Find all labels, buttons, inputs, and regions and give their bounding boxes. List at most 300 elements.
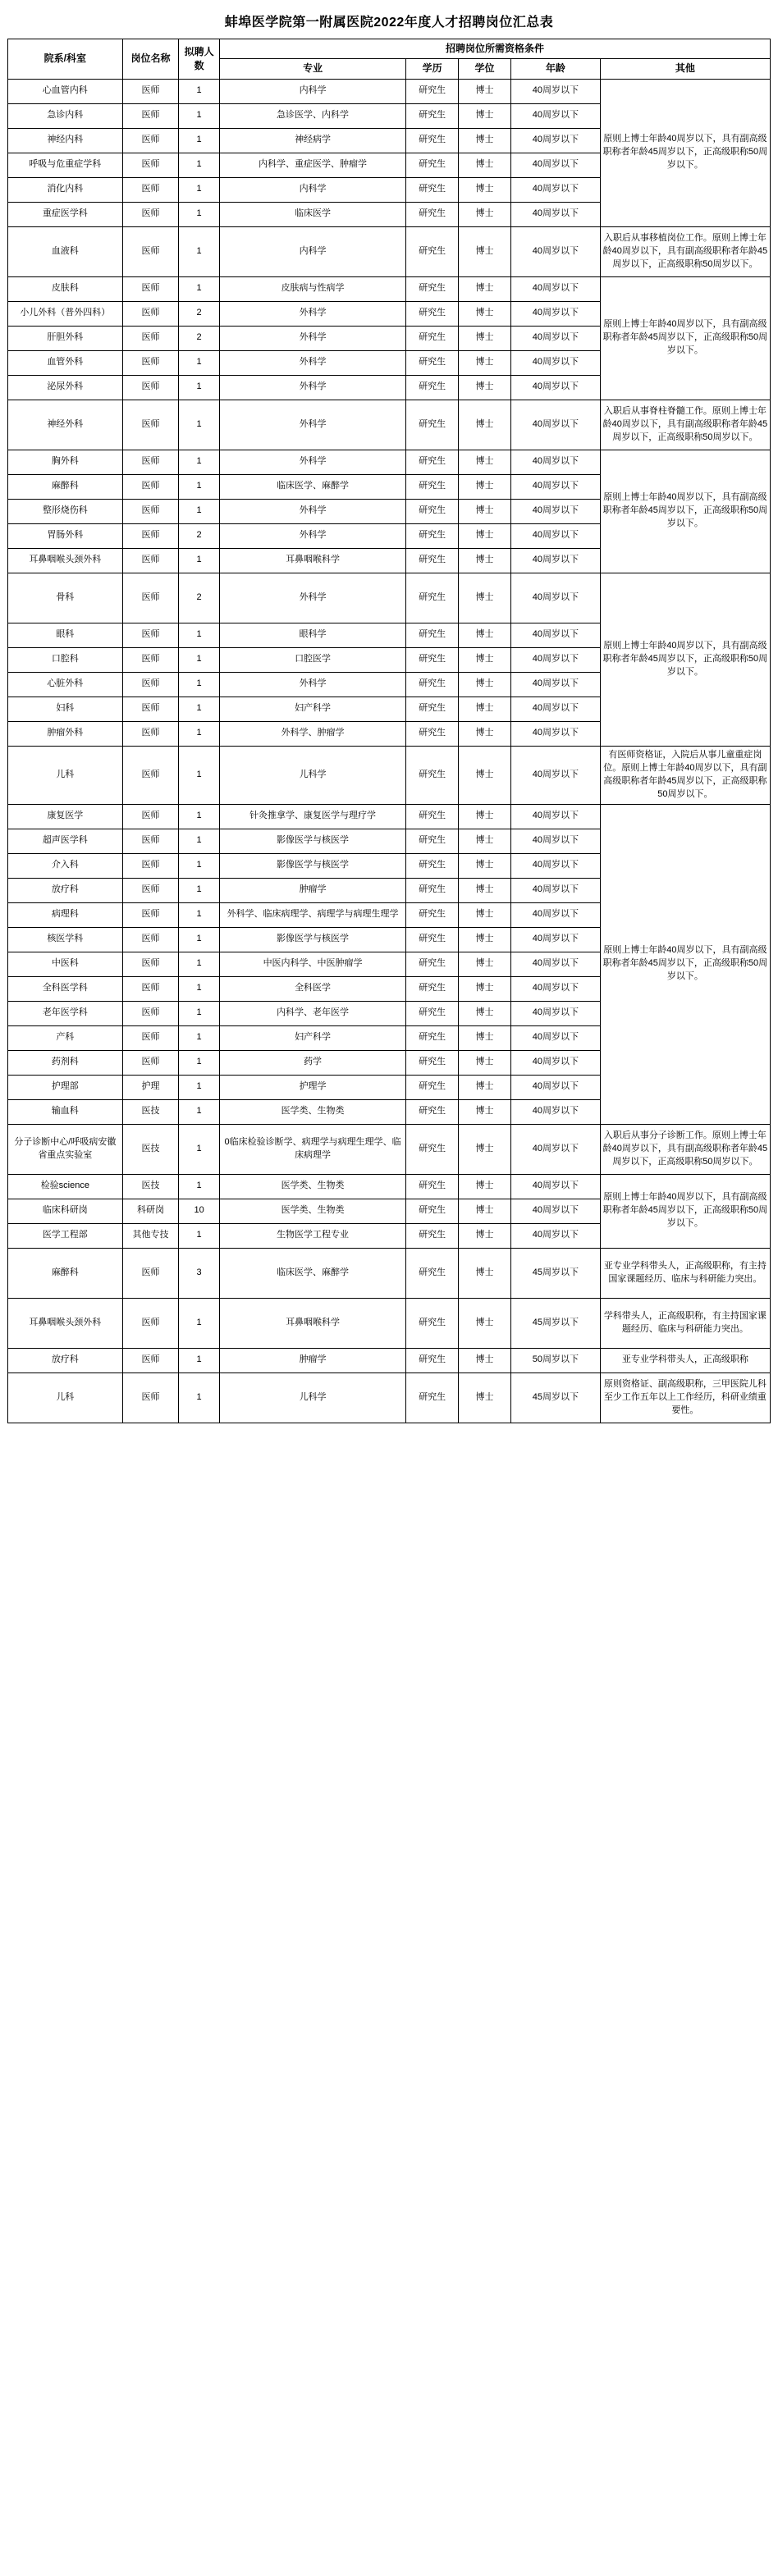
cell-degree: 博士 xyxy=(459,672,511,697)
cell-edu: 研究生 xyxy=(406,1001,459,1025)
cell-dept: 放疗科 xyxy=(8,878,123,902)
cell-other: 亚专业学科带头人，正高级职称，有主持国家课题经历、临床与科研能力突出。 xyxy=(600,1248,770,1298)
cell-age: 40周岁以下 xyxy=(510,548,600,573)
cell-major: 临床医学、麻醉学 xyxy=(219,474,405,499)
cell-major: 外科学 xyxy=(219,375,405,400)
cell-edu: 研究生 xyxy=(406,1050,459,1075)
cell-dept: 妇科 xyxy=(8,697,123,721)
cell-age: 40周岁以下 xyxy=(510,1001,600,1025)
cell-major: 临床医学、麻醉学 xyxy=(219,1248,405,1298)
cell-major: 全科医学 xyxy=(219,976,405,1001)
cell-post: 医师 xyxy=(122,499,179,523)
cell-dept: 儿科 xyxy=(8,1372,123,1423)
cell-age: 40周岁以下 xyxy=(510,697,600,721)
cell-num: 1 xyxy=(179,276,220,301)
cell-major: 耳鼻咽喉科学 xyxy=(219,1298,405,1348)
cell-age: 40周岁以下 xyxy=(510,523,600,548)
cell-degree: 博士 xyxy=(459,927,511,952)
cell-dept: 呼吸与危重症学科 xyxy=(8,153,123,177)
cell-dept: 胸外科 xyxy=(8,450,123,474)
cell-major: 内科学、老年医学 xyxy=(219,1001,405,1025)
cell-num: 1 xyxy=(179,400,220,450)
cell-dept: 检验science xyxy=(8,1174,123,1199)
col-major: 专业 xyxy=(219,59,405,79)
cell-edu: 研究生 xyxy=(406,878,459,902)
table-row xyxy=(8,804,771,829)
cell-dept: 超声医学科 xyxy=(8,829,123,853)
cell-age: 40周岁以下 xyxy=(510,1075,600,1099)
cell-edu: 研究生 xyxy=(406,1372,459,1423)
cell-degree: 博士 xyxy=(459,1298,511,1348)
cell-age: 40周岁以下 xyxy=(510,573,600,623)
cell-num: 2 xyxy=(179,301,220,326)
cell-num: 1 xyxy=(179,804,220,829)
cell-major: 急诊医学、内科学 xyxy=(219,103,405,128)
cell-degree: 博士 xyxy=(459,1124,511,1174)
cell-degree: 博士 xyxy=(459,1199,511,1223)
cell-dept: 护理部 xyxy=(8,1075,123,1099)
col-degree: 学位 xyxy=(459,59,511,79)
cell-dept: 医学工程部 xyxy=(8,1223,123,1248)
cell-dept: 中医科 xyxy=(8,952,123,976)
cell-dept: 泌尿外科 xyxy=(8,375,123,400)
cell-dept: 重症医学科 xyxy=(8,202,123,226)
cell-dept: 消化内科 xyxy=(8,177,123,202)
cell-edu: 研究生 xyxy=(406,301,459,326)
cell-age: 40周岁以下 xyxy=(510,878,600,902)
cell-edu: 研究生 xyxy=(406,474,459,499)
cell-major: 医学类、生物类 xyxy=(219,1199,405,1223)
cell-age: 40周岁以下 xyxy=(510,721,600,746)
cell-post: 医师 xyxy=(122,1025,179,1050)
cell-age: 40周岁以下 xyxy=(510,623,600,647)
cell-major: 耳鼻咽喉科学 xyxy=(219,548,405,573)
cell-post: 医师 xyxy=(122,474,179,499)
table-row xyxy=(8,1298,771,1348)
cell-post: 医师 xyxy=(122,853,179,878)
cell-num: 1 xyxy=(179,177,220,202)
cell-num: 1 xyxy=(179,853,220,878)
col-other: 其他 xyxy=(600,59,770,79)
cell-age: 40周岁以下 xyxy=(510,326,600,350)
cell-degree: 博士 xyxy=(459,153,511,177)
cell-num: 1 xyxy=(179,746,220,804)
cell-degree: 博士 xyxy=(459,276,511,301)
cell-edu: 研究生 xyxy=(406,523,459,548)
cell-major: 影像医学与核医学 xyxy=(219,853,405,878)
cell-age: 40周岁以下 xyxy=(510,1099,600,1124)
cell-age: 40周岁以下 xyxy=(510,350,600,375)
cell-age: 40周岁以下 xyxy=(510,1174,600,1199)
cell-edu: 研究生 xyxy=(406,202,459,226)
cell-degree: 博士 xyxy=(459,202,511,226)
cell-age: 40周岁以下 xyxy=(510,103,600,128)
cell-edu: 研究生 xyxy=(406,226,459,276)
cell-dept: 血液科 xyxy=(8,226,123,276)
cell-age: 40周岁以下 xyxy=(510,1050,600,1075)
cell-degree: 博士 xyxy=(459,326,511,350)
cell-edu: 研究生 xyxy=(406,647,459,672)
cell-major: 神经病学 xyxy=(219,128,405,153)
cell-num: 1 xyxy=(179,375,220,400)
cell-other: 原则上博士年龄40周岁以下，具有副高级职称者年龄45周岁以下，正高级职称50周岁以下。 xyxy=(600,276,770,400)
cell-num: 1 xyxy=(179,548,220,573)
cell-major: 妇产科学 xyxy=(219,1025,405,1050)
cell-edu: 研究生 xyxy=(406,1075,459,1099)
cell-degree: 博士 xyxy=(459,128,511,153)
cell-degree: 博士 xyxy=(459,1348,511,1372)
cell-num: 1 xyxy=(179,697,220,721)
cell-post: 医师 xyxy=(122,326,179,350)
cell-age: 40周岁以下 xyxy=(510,976,600,1001)
cell-degree: 博士 xyxy=(459,1075,511,1099)
col-requirements: 招聘岗位所需资格条件 xyxy=(219,39,770,59)
cell-dept: 肿瘤外科 xyxy=(8,721,123,746)
col-num: 拟聘人数 xyxy=(179,39,220,80)
cell-degree: 博士 xyxy=(459,804,511,829)
cell-major: 口腔医学 xyxy=(219,647,405,672)
cell-age: 40周岁以下 xyxy=(510,499,600,523)
cell-post: 医师 xyxy=(122,829,179,853)
cell-major: 外科学 xyxy=(219,672,405,697)
cell-edu: 研究生 xyxy=(406,103,459,128)
cell-num: 1 xyxy=(179,1223,220,1248)
cell-num: 2 xyxy=(179,573,220,623)
cell-post: 医师 xyxy=(122,721,179,746)
cell-dept: 皮肤科 xyxy=(8,276,123,301)
cell-num: 1 xyxy=(179,450,220,474)
cell-num: 1 xyxy=(179,1372,220,1423)
cell-dept: 病理科 xyxy=(8,902,123,927)
cell-degree: 博士 xyxy=(459,853,511,878)
cell-dept: 老年医学科 xyxy=(8,1001,123,1025)
cell-major: 外科学 xyxy=(219,400,405,450)
cell-edu: 研究生 xyxy=(406,672,459,697)
cell-post: 医师 xyxy=(122,952,179,976)
cell-age: 40周岁以下 xyxy=(510,400,600,450)
cell-num: 2 xyxy=(179,326,220,350)
table-row xyxy=(8,1248,771,1298)
cell-post: 医师 xyxy=(122,276,179,301)
cell-edu: 研究生 xyxy=(406,1298,459,1348)
cell-post: 医师 xyxy=(122,202,179,226)
cell-edu: 研究生 xyxy=(406,1025,459,1050)
cell-num: 1 xyxy=(179,1050,220,1075)
cell-dept: 产科 xyxy=(8,1025,123,1050)
cell-other: 原则上博士年龄40周岁以下，具有副高级职称者年龄45周岁以下，正高级职称50周岁以下。 xyxy=(600,79,770,226)
cell-other: 入职后从事分子诊断工作。原则上博士年龄40周岁以下，具有副高级职称者年龄45周岁以下，正高级职称50周岁以下。 xyxy=(600,1124,770,1174)
cell-post: 医师 xyxy=(122,746,179,804)
cell-dept: 核医学科 xyxy=(8,927,123,952)
table-row xyxy=(8,79,771,103)
cell-degree: 博士 xyxy=(459,623,511,647)
cell-age: 40周岁以下 xyxy=(510,927,600,952)
cell-major: 皮肤病与性病学 xyxy=(219,276,405,301)
cell-num: 1 xyxy=(179,128,220,153)
cell-num: 2 xyxy=(179,523,220,548)
cell-post: 医师 xyxy=(122,804,179,829)
cell-edu: 研究生 xyxy=(406,976,459,1001)
cell-edu: 研究生 xyxy=(406,1348,459,1372)
cell-post: 医技 xyxy=(122,1174,179,1199)
cell-post: 医师 xyxy=(122,177,179,202)
cell-post: 医师 xyxy=(122,350,179,375)
cell-num: 1 xyxy=(179,1025,220,1050)
recruitment-table xyxy=(7,39,771,1423)
cell-major: 眼科学 xyxy=(219,623,405,647)
cell-edu: 研究生 xyxy=(406,1124,459,1174)
cell-age: 40周岁以下 xyxy=(510,226,600,276)
cell-dept: 骨科 xyxy=(8,573,123,623)
cell-age: 40周岁以下 xyxy=(510,450,600,474)
cell-edu: 研究生 xyxy=(406,746,459,804)
cell-edu: 研究生 xyxy=(406,853,459,878)
cell-post: 其他专技 xyxy=(122,1223,179,1248)
cell-dept: 神经内科 xyxy=(8,128,123,153)
header-row-1 xyxy=(8,39,771,59)
cell-edu: 研究生 xyxy=(406,1199,459,1223)
cell-degree: 博士 xyxy=(459,1099,511,1124)
cell-degree: 博士 xyxy=(459,976,511,1001)
cell-degree: 博士 xyxy=(459,226,511,276)
cell-age: 40周岁以下 xyxy=(510,647,600,672)
cell-post: 医师 xyxy=(122,697,179,721)
cell-dept: 血管外科 xyxy=(8,350,123,375)
cell-dept: 耳鼻咽喉头颈外科 xyxy=(8,1298,123,1348)
cell-post: 科研岗 xyxy=(122,1199,179,1223)
cell-degree: 博士 xyxy=(459,1372,511,1423)
cell-age: 45周岁以下 xyxy=(510,1372,600,1423)
cell-num: 1 xyxy=(179,878,220,902)
cell-dept: 心脏外科 xyxy=(8,672,123,697)
cell-degree: 博士 xyxy=(459,573,511,623)
cell-post: 医师 xyxy=(122,400,179,450)
cell-num: 1 xyxy=(179,829,220,853)
cell-post: 医师 xyxy=(122,878,179,902)
cell-major: 内科学 xyxy=(219,226,405,276)
cell-dept: 放疗科 xyxy=(8,1348,123,1372)
col-post: 岗位名称 xyxy=(122,39,179,80)
cell-age: 45周岁以下 xyxy=(510,1298,600,1348)
cell-age: 40周岁以下 xyxy=(510,902,600,927)
cell-major: 外科学 xyxy=(219,499,405,523)
cell-post: 医师 xyxy=(122,548,179,573)
cell-dept: 麻醉科 xyxy=(8,474,123,499)
cell-major: 影像医学与核医学 xyxy=(219,829,405,853)
cell-post: 医师 xyxy=(122,450,179,474)
cell-major: 妇产科学 xyxy=(219,697,405,721)
cell-major: 临床医学 xyxy=(219,202,405,226)
cell-dept: 耳鼻咽喉头颈外科 xyxy=(8,548,123,573)
cell-degree: 博士 xyxy=(459,697,511,721)
cell-degree: 博士 xyxy=(459,746,511,804)
table-row xyxy=(8,400,771,450)
cell-other: 亚专业学科带头人，正高级职称 xyxy=(600,1348,770,1372)
cell-major: 医学类、生物类 xyxy=(219,1174,405,1199)
cell-post: 医师 xyxy=(122,573,179,623)
cell-edu: 研究生 xyxy=(406,697,459,721)
cell-num: 1 xyxy=(179,721,220,746)
cell-edu: 研究生 xyxy=(406,829,459,853)
cell-major: 0临床检验诊断学、病理学与病理生理学、临床病理学 xyxy=(219,1124,405,1174)
cell-major: 外科学 xyxy=(219,350,405,375)
cell-age: 40周岁以下 xyxy=(510,829,600,853)
cell-post: 医师 xyxy=(122,927,179,952)
cell-degree: 博士 xyxy=(459,474,511,499)
cell-edu: 研究生 xyxy=(406,1248,459,1298)
table-row xyxy=(8,1348,771,1372)
cell-num: 1 xyxy=(179,1174,220,1199)
cell-post: 医师 xyxy=(122,647,179,672)
col-edu: 学历 xyxy=(406,59,459,79)
cell-age: 40周岁以下 xyxy=(510,1223,600,1248)
table-row xyxy=(8,226,771,276)
cell-post: 医师 xyxy=(122,1348,179,1372)
cell-num: 1 xyxy=(179,1348,220,1372)
cell-other: 入职后从事移植岗位工作。原则上博士年龄40周岁以下，具有副高级职称者年龄45周岁以下，正高级职称50周岁以下。 xyxy=(600,226,770,276)
cell-dept: 急诊内科 xyxy=(8,103,123,128)
cell-major: 护理学 xyxy=(219,1075,405,1099)
cell-major: 针灸推拿学、康复医学与理疗学 xyxy=(219,804,405,829)
cell-age: 40周岁以下 xyxy=(510,153,600,177)
cell-age: 40周岁以下 xyxy=(510,1124,600,1174)
table-row xyxy=(8,1174,771,1199)
table-row xyxy=(8,276,771,301)
cell-post: 医师 xyxy=(122,375,179,400)
cell-major: 儿科学 xyxy=(219,1372,405,1423)
cell-num: 1 xyxy=(179,647,220,672)
cell-age: 40周岁以下 xyxy=(510,177,600,202)
table-row xyxy=(8,573,771,623)
cell-age: 40周岁以下 xyxy=(510,853,600,878)
cell-major: 内科学 xyxy=(219,177,405,202)
cell-num: 1 xyxy=(179,672,220,697)
cell-edu: 研究生 xyxy=(406,902,459,927)
cell-dept: 口腔科 xyxy=(8,647,123,672)
cell-age: 40周岁以下 xyxy=(510,79,600,103)
cell-edu: 研究生 xyxy=(406,450,459,474)
cell-major: 外科学 xyxy=(219,523,405,548)
cell-num: 1 xyxy=(179,153,220,177)
cell-edu: 研究生 xyxy=(406,721,459,746)
cell-edu: 研究生 xyxy=(406,350,459,375)
cell-major: 肿瘤学 xyxy=(219,878,405,902)
cell-edu: 研究生 xyxy=(406,79,459,103)
cell-edu: 研究生 xyxy=(406,153,459,177)
cell-edu: 研究生 xyxy=(406,927,459,952)
cell-major: 儿科学 xyxy=(219,746,405,804)
cell-age: 40周岁以下 xyxy=(510,672,600,697)
cell-dept: 介入科 xyxy=(8,853,123,878)
cell-age: 40周岁以下 xyxy=(510,1025,600,1050)
table-row xyxy=(8,450,771,474)
cell-degree: 博士 xyxy=(459,1223,511,1248)
cell-age: 40周岁以下 xyxy=(510,746,600,804)
cell-dept: 全科医学科 xyxy=(8,976,123,1001)
cell-degree: 博士 xyxy=(459,1025,511,1050)
cell-degree: 博士 xyxy=(459,79,511,103)
cell-post: 医师 xyxy=(122,902,179,927)
cell-edu: 研究生 xyxy=(406,177,459,202)
cell-post: 医师 xyxy=(122,623,179,647)
cell-post: 医师 xyxy=(122,153,179,177)
cell-num: 1 xyxy=(179,103,220,128)
cell-edu: 研究生 xyxy=(406,400,459,450)
cell-major: 外科学 xyxy=(219,326,405,350)
cell-dept: 分子诊断中心/呼吸病安徽省重点实验室 xyxy=(8,1124,123,1174)
table-header xyxy=(8,39,771,80)
cell-degree: 博士 xyxy=(459,878,511,902)
cell-post: 医技 xyxy=(122,1099,179,1124)
cell-major: 内科学、重症医学、肿瘤学 xyxy=(219,153,405,177)
cell-major: 外科学 xyxy=(219,301,405,326)
cell-num: 1 xyxy=(179,79,220,103)
cell-other: 原则上博士年龄40周岁以下，具有副高级职称者年龄45周岁以下，正高级职称50周岁以下。 xyxy=(600,1174,770,1248)
cell-major: 外科学、肿瘤学 xyxy=(219,721,405,746)
cell-dept: 胃肠外科 xyxy=(8,523,123,548)
cell-other: 原则资格证、副高级职称，三甲医院儿科至少工作五年以上工作经历，科研业绩重要性。 xyxy=(600,1372,770,1423)
cell-edu: 研究生 xyxy=(406,128,459,153)
cell-major: 外科学 xyxy=(219,450,405,474)
cell-num: 1 xyxy=(179,499,220,523)
cell-age: 40周岁以下 xyxy=(510,128,600,153)
cell-other: 学科带头人，正高级职称，有主持国家课题经历、临床与科研能力突出。 xyxy=(600,1298,770,1348)
cell-dept: 康复医学 xyxy=(8,804,123,829)
cell-dept: 药剂科 xyxy=(8,1050,123,1075)
cell-dept: 心血管内科 xyxy=(8,79,123,103)
cell-major: 医学类、生物类 xyxy=(219,1099,405,1124)
cell-age: 50周岁以下 xyxy=(510,1348,600,1372)
cell-dept: 输血科 xyxy=(8,1099,123,1124)
cell-num: 10 xyxy=(179,1199,220,1223)
cell-post: 医师 xyxy=(122,103,179,128)
cell-degree: 博士 xyxy=(459,952,511,976)
cell-post: 医师 xyxy=(122,1248,179,1298)
cell-age: 40周岁以下 xyxy=(510,375,600,400)
cell-num: 1 xyxy=(179,927,220,952)
cell-degree: 博士 xyxy=(459,1050,511,1075)
cell-num: 1 xyxy=(179,902,220,927)
cell-degree: 博士 xyxy=(459,301,511,326)
col-age: 年龄 xyxy=(510,59,600,79)
cell-degree: 博士 xyxy=(459,177,511,202)
cell-dept: 儿科 xyxy=(8,746,123,804)
cell-num: 1 xyxy=(179,952,220,976)
cell-major: 内科学 xyxy=(219,79,405,103)
cell-post: 医师 xyxy=(122,1001,179,1025)
cell-degree: 博士 xyxy=(459,400,511,450)
cell-edu: 研究生 xyxy=(406,952,459,976)
cell-age: 40周岁以下 xyxy=(510,474,600,499)
cell-other: 有医师资格证，入院后从事儿童重症岗位。原则上博士年龄40周岁以下，具有副高级职称者年龄45周岁以下，正高级职称50周岁以下。 xyxy=(600,746,770,804)
cell-edu: 研究生 xyxy=(406,1223,459,1248)
cell-post: 医技 xyxy=(122,1124,179,1174)
cell-degree: 博士 xyxy=(459,721,511,746)
cell-major: 药学 xyxy=(219,1050,405,1075)
cell-major: 外科学 xyxy=(219,573,405,623)
cell-post: 医师 xyxy=(122,1050,179,1075)
cell-edu: 研究生 xyxy=(406,1099,459,1124)
table-body xyxy=(8,79,771,1423)
cell-major: 外科学、临床病理学、病理学与病理生理学 xyxy=(219,902,405,927)
cell-edu: 研究生 xyxy=(406,499,459,523)
cell-num: 1 xyxy=(179,350,220,375)
cell-age: 45周岁以下 xyxy=(510,1248,600,1298)
cell-post: 医师 xyxy=(122,1372,179,1423)
cell-dept: 眼科 xyxy=(8,623,123,647)
cell-major: 肿瘤学 xyxy=(219,1348,405,1372)
cell-dept: 临床科研岗 xyxy=(8,1199,123,1223)
